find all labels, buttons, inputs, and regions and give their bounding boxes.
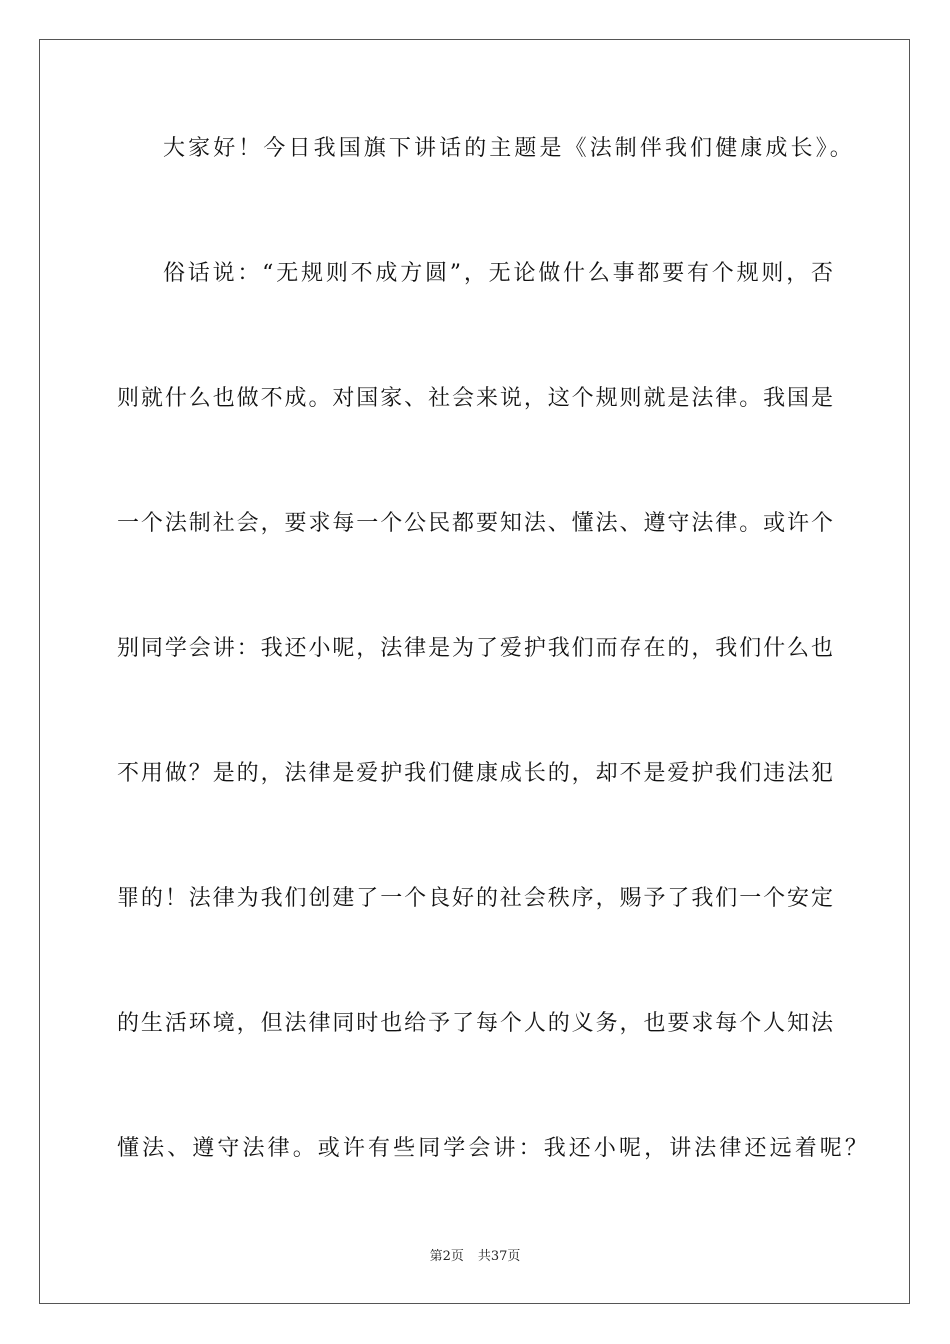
total-pages: 共37页	[477, 1249, 521, 1264]
paragraph-2-line-8: 懂法、遵守法律。或许有些同学会讲：我还小呢，讲法律还远着呢？	[117, 1136, 871, 1161]
paragraph-2-line-4: 别同学会讲：我还小呢，法律是为了爱护我们而存在的，我们什么也	[117, 636, 833, 661]
page-frame	[39, 39, 910, 1304]
paragraph-2-line-1: 俗话说：“无规则不成方圆”，无论做什么事都要有个规则，否	[163, 261, 833, 286]
paragraph-2-line-2: 则就什么也做不成。对国家、社会来说，这个规则就是法律。我国是	[117, 386, 833, 411]
page-footer	[0, 1248, 950, 1266]
paragraph-2-line-6: 罪的！法律为我们创建了一个良好的社会秩序，赐予了我们一个安定	[117, 886, 833, 911]
page-number: 第2页	[429, 1249, 464, 1264]
paragraph-2-line-7: 的生活环境，但法律同时也给予了每个人的义务，也要求每个人知法	[117, 1011, 833, 1036]
paragraph-2-line-3: 一个法制社会，要求每一个公民都要知法、懂法、遵守法律。或许个	[117, 511, 833, 536]
paragraph-2-line-5: 不用做？是的，法律是爱护我们健康成长的，却不是爱护我们违法犯	[117, 761, 833, 786]
paragraph-1-line-1: 大家好！今日我国旗下讲话的主题是《法制伴我们健康成长》。	[163, 136, 855, 161]
